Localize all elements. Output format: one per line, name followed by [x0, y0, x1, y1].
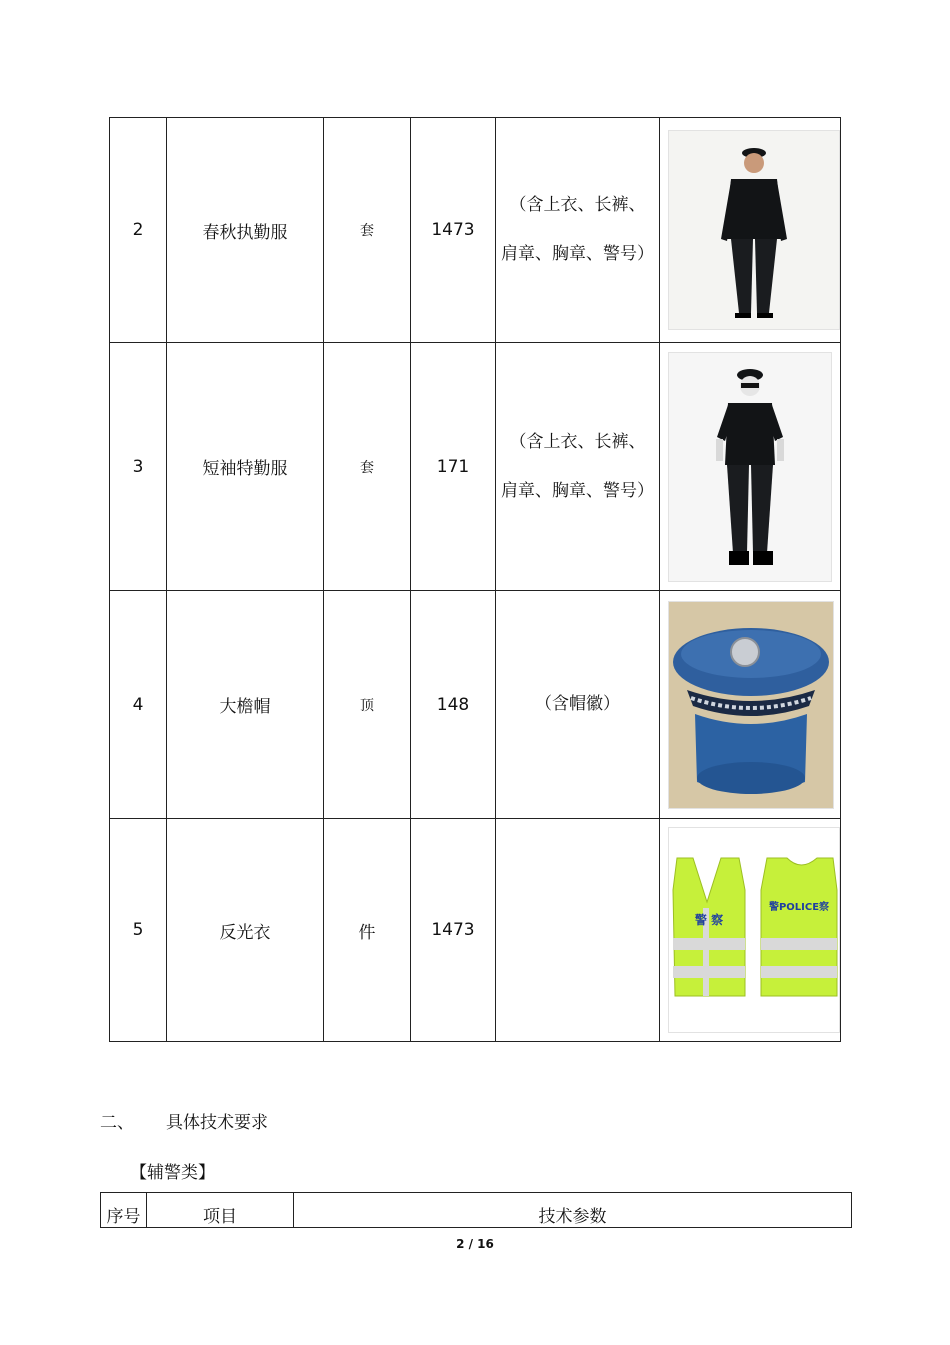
item-qty: 1473 — [411, 819, 496, 1042]
item-desc — [496, 819, 660, 1042]
table-row — [110, 343, 841, 591]
vest-front-text: 警 察 — [694, 913, 724, 927]
param-col-no: 序号 — [101, 1193, 147, 1228]
item-unit: 套 — [324, 343, 411, 591]
item-desc-line: 肩章、胸章、警号） — [501, 244, 654, 264]
item-qty: 1473 — [411, 118, 496, 343]
item-name: 短袖特勤服 — [167, 343, 324, 591]
item-unit: 套 — [324, 118, 411, 343]
item-name: 春秋执勤服 — [167, 118, 324, 343]
item-desc-line: 肩章、胸章、警号） — [501, 480, 654, 501]
item-desc — [496, 591, 660, 819]
item-desc-line: （含帽徽） — [535, 694, 620, 714]
item-desc — [496, 343, 660, 591]
reflective-vest-icon — [668, 827, 840, 1033]
item-desc-line: （含上衣、长裤、 — [509, 431, 646, 452]
item-name: 大檐帽 — [167, 591, 324, 819]
item-name: 反光衣 — [167, 819, 324, 1042]
section-title: 具体技术要求 — [166, 1113, 268, 1133]
item-no: 2 — [110, 118, 167, 343]
item-desc-line: （含上衣、长裤、 — [509, 195, 646, 215]
item-no: 4 — [110, 591, 167, 819]
item-desc — [496, 118, 660, 343]
item-qty: 171 — [411, 343, 496, 591]
items-table — [109, 117, 841, 1042]
param-col-spec: 技术参数 — [294, 1193, 852, 1228]
item-image-cell — [660, 591, 841, 819]
vest-back-text: 警POLICE察 — [768, 902, 830, 913]
peaked-cap-icon — [668, 601, 834, 809]
item-image-cell — [660, 819, 841, 1042]
item-no: 3 — [110, 343, 167, 591]
page-number: 2 / 16 — [456, 1237, 494, 1251]
item-qty: 148 — [411, 591, 496, 819]
table-row — [110, 591, 841, 819]
category-label: 【辅警类】 — [130, 1163, 215, 1183]
param-table — [100, 1192, 852, 1228]
item-no: 5 — [110, 819, 167, 1042]
section-number: 二、 — [100, 1113, 134, 1133]
table-row — [110, 118, 841, 343]
table-row — [110, 819, 841, 1042]
param-col-item: 项目 — [147, 1193, 294, 1228]
item-image-cell — [660, 343, 841, 591]
item-image-cell — [660, 118, 841, 343]
table-row — [101, 1193, 852, 1228]
item-unit: 顶 — [324, 591, 411, 819]
uniform-short-sleeve-icon — [668, 352, 832, 582]
uniform-long-sleeve-icon — [668, 130, 840, 330]
item-unit: 件 — [324, 819, 411, 1042]
